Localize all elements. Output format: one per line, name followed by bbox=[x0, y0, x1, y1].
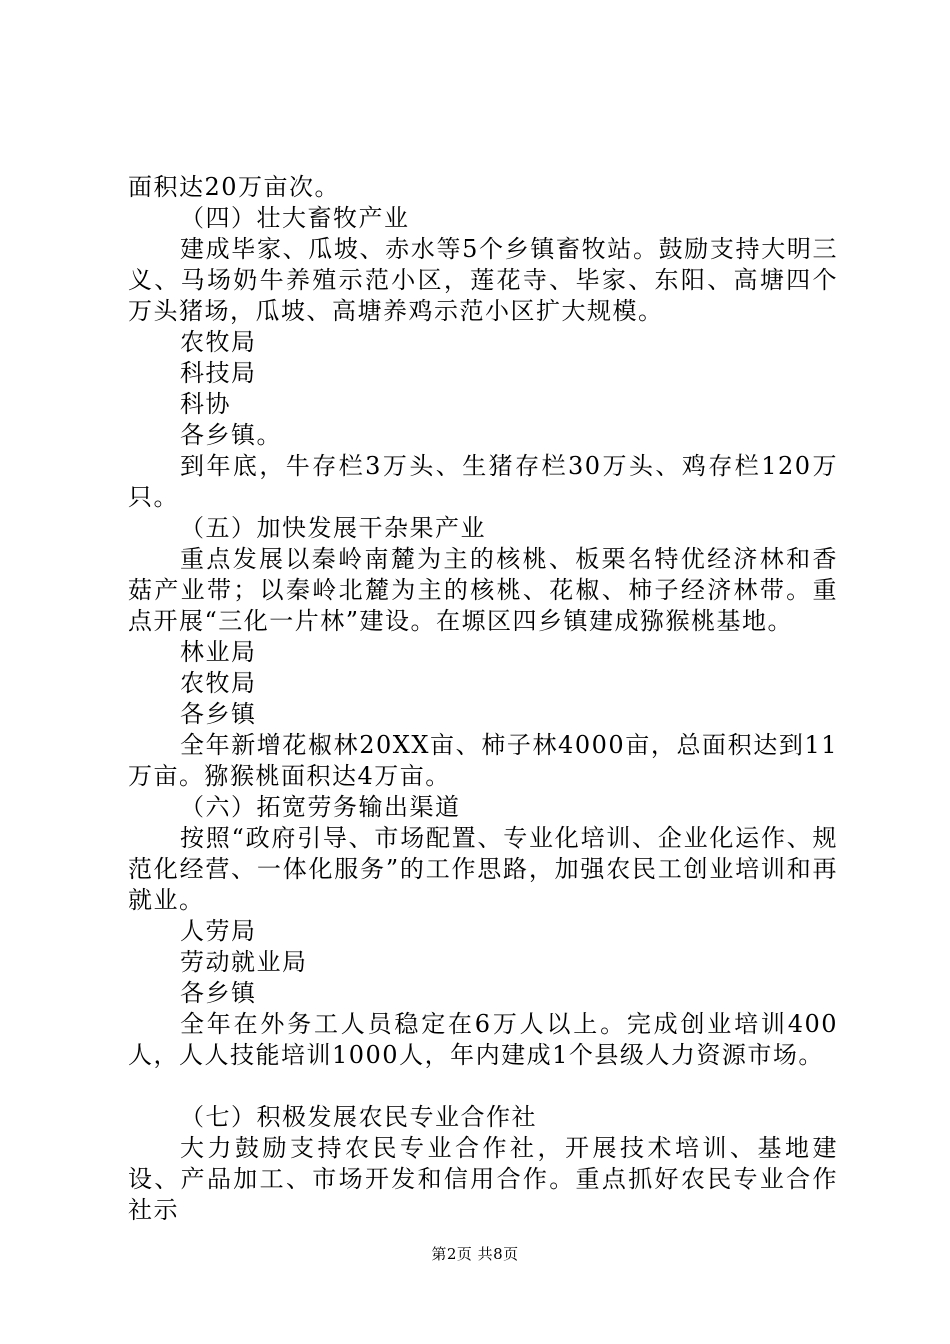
responsible-unit: 科技局 bbox=[180, 359, 257, 387]
blank-line bbox=[128, 1071, 838, 1102]
responsible-unit: 人劳局 bbox=[180, 917, 257, 945]
paragraph: 全年在外务工人员稳定在6万人以上。完成创业培训400人，人人技能培训1000人，年内建成1个县级人力资源市场。 bbox=[128, 1010, 838, 1069]
section-heading: （五）加快发展干杂果产业 bbox=[180, 514, 486, 542]
responsible-unit: 科协 bbox=[180, 390, 231, 418]
responsible-unit: 劳动就业局 bbox=[180, 948, 308, 976]
responsible-unit: 各乡镇 bbox=[180, 979, 257, 1007]
paragraph: 面积达20万亩次。 bbox=[128, 173, 341, 201]
responsible-unit: 林业局 bbox=[180, 638, 257, 666]
paragraph: 大力鼓励支持农民专业合作社，开展技术培训、基地建设、产品加工、市场开发和信用合作。重点抓好农民专业合作社示 bbox=[128, 1134, 838, 1224]
responsible-unit: 农牧局 bbox=[180, 328, 257, 356]
section-heading: （七）积极发展农民专业合作社 bbox=[180, 1103, 537, 1131]
paragraph: 重点发展以秦岭南麓为主的核桃、板栗名特优经济林和香菇产业带；以秦岭北麓为主的核桃、花椒、柿子经济林带。重点开展“三化一片林”建设。在塬区四乡镇建成猕猴桃基地。 bbox=[128, 545, 838, 635]
responsible-unit: 农牧局 bbox=[180, 669, 257, 697]
section-heading: （六）拓宽劳务输出渠道 bbox=[180, 793, 461, 821]
responsible-unit: 各乡镇。 bbox=[180, 421, 282, 449]
paragraph: 到年底，牛存栏3万头、生猪存栏30万头、鸡存栏120万只。 bbox=[128, 452, 838, 511]
document-body bbox=[128, 172, 838, 1226]
paragraph: 建成毕家、瓜坡、赤水等5个乡镇畜牧站。鼓励支持大明三义、马场奶牛养殖示范小区，莲花寺、毕家、东阳、高塘四个万头猪场，瓜坡、高塘养鸡示范小区扩大规模。 bbox=[128, 235, 838, 325]
paragraph: 全年新增花椒林20XX亩、柿子林4000亩，总面积达到11万亩。猕猴桃面积达4万亩。 bbox=[128, 731, 838, 790]
responsible-unit: 各乡镇 bbox=[180, 700, 257, 728]
page-number-footer: 第2页 共8页 bbox=[431, 1245, 519, 1263]
paragraph: 按照“政府引导、市场配置、专业化培训、企业化运作、规范化经营、一体化服务”的工作思路，加强农民工创业培训和再就业。 bbox=[128, 824, 838, 914]
section-heading: （四）壮大畜牧产业 bbox=[180, 204, 410, 232]
